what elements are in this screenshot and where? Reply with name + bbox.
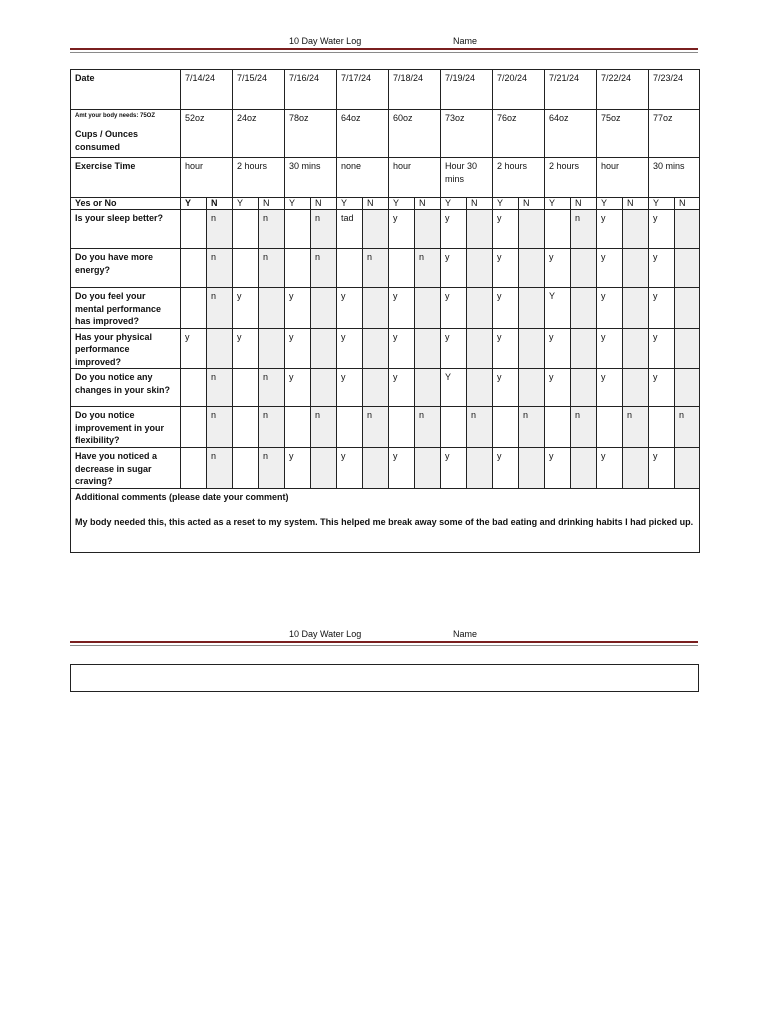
answer-cell: n: [207, 369, 233, 407]
date-cell: 7/16/24: [285, 70, 337, 110]
answer-cell: n: [363, 407, 389, 448]
answer-cell: y: [493, 369, 519, 407]
answer-cell: y: [649, 448, 675, 489]
answer-cell: n: [259, 407, 285, 448]
question-label: Have you noticed a decrease in sugar craving?: [71, 448, 181, 489]
answer-cell: [415, 210, 441, 249]
yes-no-header: N: [675, 198, 700, 210]
answer-cell: y: [233, 288, 259, 329]
yes-no-header: N: [311, 198, 337, 210]
date-cell: 7/22/24: [597, 70, 649, 110]
answer-cell: y: [441, 288, 467, 329]
yes-no-label: Yes or No: [71, 198, 181, 210]
exercise-cell: 2 hours: [233, 158, 285, 198]
exercise-cell: hour: [389, 158, 441, 198]
answer-cell: [285, 249, 311, 288]
answer-cell: [285, 407, 311, 448]
answer-cell: [623, 210, 649, 249]
answer-cell: y: [597, 448, 623, 489]
answer-cell: n: [519, 407, 545, 448]
answer-cell: [181, 249, 207, 288]
yes-no-header: Y: [233, 198, 259, 210]
date-cell: 7/17/24: [337, 70, 389, 110]
yes-no-header: Y: [181, 198, 207, 210]
ounces-cell: 60oz: [389, 110, 441, 158]
ounces-cell: 73oz: [441, 110, 493, 158]
answer-cell: [571, 448, 597, 489]
answer-cell: [181, 210, 207, 249]
answer-cell: n: [623, 407, 649, 448]
answer-cell: n: [467, 407, 493, 448]
exercise-label: Exercise Time: [71, 158, 181, 198]
answer-cell: y: [337, 448, 363, 489]
yes-no-header: Y: [545, 198, 571, 210]
ounces-cell: 64oz: [337, 110, 389, 158]
yes-no-row: [71, 198, 700, 210]
answer-cell: [181, 288, 207, 329]
ounces-cell: 64oz: [545, 110, 597, 158]
answer-cell: y: [493, 448, 519, 489]
answer-cell: [389, 249, 415, 288]
exercise-cell: hour: [181, 158, 233, 198]
ounces-cell: 24oz: [233, 110, 285, 158]
ounces-cell: 77oz: [649, 110, 700, 158]
answer-cell: y: [493, 249, 519, 288]
ounces-cell: 75oz: [597, 110, 649, 158]
date-row: [71, 70, 700, 110]
answer-cell: n: [259, 448, 285, 489]
answer-cell: [675, 448, 700, 489]
yes-no-header: N: [519, 198, 545, 210]
date-cell: 7/14/24: [181, 70, 233, 110]
answer-cell: y: [441, 210, 467, 249]
comments-row: [71, 488, 700, 552]
answer-cell: y: [389, 328, 415, 369]
exercise-row: [71, 158, 700, 198]
answer-cell: y: [493, 210, 519, 249]
question-row: [71, 210, 700, 249]
answer-cell: n: [207, 448, 233, 489]
yes-no-header: N: [259, 198, 285, 210]
header-rule-thin: [70, 52, 698, 53]
ounces-row: [71, 110, 700, 158]
answer-cell: n: [311, 210, 337, 249]
answer-cell: y: [493, 288, 519, 329]
page2-table-box: [70, 664, 699, 692]
date-label: Date: [71, 70, 181, 110]
answer-cell: y: [441, 328, 467, 369]
answer-cell: [285, 210, 311, 249]
answer-cell: y: [389, 210, 415, 249]
answer-cell: n: [259, 249, 285, 288]
answer-cell: [415, 288, 441, 329]
answer-cell: y: [597, 369, 623, 407]
answer-cell: tad: [337, 210, 363, 249]
answer-cell: y: [181, 328, 207, 369]
answer-cell: [571, 288, 597, 329]
date-cell: 7/21/24: [545, 70, 597, 110]
answer-cell: n: [311, 249, 337, 288]
answer-cell: y: [337, 369, 363, 407]
question-label: Do you notice any changes in your skin?: [71, 369, 181, 407]
answer-cell: [649, 407, 675, 448]
answer-cell: [519, 328, 545, 369]
body-needs-label: Amt your body needs: 75OZ: [75, 113, 156, 119]
answer-cell: [363, 288, 389, 329]
question-row: [71, 448, 700, 489]
answer-cell: [415, 328, 441, 369]
answer-cell: y: [337, 288, 363, 329]
answer-cell: [467, 288, 493, 329]
exercise-cell: hour: [597, 158, 649, 198]
answer-cell: y: [389, 288, 415, 329]
answer-cell: y: [545, 328, 571, 369]
ounces-cell: 76oz: [493, 110, 545, 158]
answer-cell: [363, 448, 389, 489]
answer-cell: [311, 328, 337, 369]
name-label: Name: [453, 36, 478, 46]
answer-cell: [233, 407, 259, 448]
answer-cell: [233, 448, 259, 489]
comments-label: Additional comments (please date your comment): [75, 491, 289, 502]
answer-cell: [311, 369, 337, 407]
question-row: [71, 249, 700, 288]
answer-cell: [623, 288, 649, 329]
exercise-cell: 2 hours: [545, 158, 597, 198]
answer-cell: [675, 328, 700, 369]
question-label: Do you feel your mental performance has improved?: [71, 288, 181, 329]
answer-cell: n: [415, 407, 441, 448]
log-title-2: 10 Day Water Log: [289, 629, 362, 639]
answer-cell: [467, 328, 493, 369]
comments-text: My body needed this, this acted as a reset to my system. This helped me break away some of the bad eating and drinking habits I had picked up.: [75, 517, 694, 527]
answer-cell: [571, 328, 597, 369]
answer-cell: [259, 288, 285, 329]
answer-cell: [233, 369, 259, 407]
answer-cell: [519, 249, 545, 288]
answer-cell: [467, 369, 493, 407]
answer-cell: [363, 328, 389, 369]
exercise-cell: Hour 30 mins: [441, 158, 493, 198]
answer-cell: [493, 407, 519, 448]
question-label: Is your sleep better?: [71, 210, 181, 249]
answer-cell: [363, 369, 389, 407]
header-rule: [70, 48, 698, 50]
answer-cell: [311, 448, 337, 489]
answer-cell: [675, 288, 700, 329]
answer-cell: Y: [545, 288, 571, 329]
answer-cell: n: [311, 407, 337, 448]
answer-cell: y: [285, 328, 311, 369]
exercise-cell: none: [337, 158, 389, 198]
date-cell: 7/23/24: [649, 70, 700, 110]
answer-cell: y: [649, 328, 675, 369]
question-label: Has your physical performance improved?: [71, 328, 181, 369]
yes-no-header: Y: [337, 198, 363, 210]
answer-cell: y: [545, 249, 571, 288]
answer-cell: n: [571, 210, 597, 249]
answer-cell: [597, 407, 623, 448]
answer-cell: y: [649, 369, 675, 407]
question-row: [71, 328, 700, 369]
answer-cell: [337, 407, 363, 448]
answer-cell: [545, 210, 571, 249]
answer-cell: y: [649, 210, 675, 249]
answer-cell: [311, 288, 337, 329]
answer-cell: y: [649, 288, 675, 329]
answer-cell: y: [597, 328, 623, 369]
answer-cell: n: [259, 210, 285, 249]
answer-cell: y: [441, 448, 467, 489]
answer-cell: y: [389, 448, 415, 489]
question-row: [71, 369, 700, 407]
answer-cell: [467, 249, 493, 288]
answer-cell: y: [337, 328, 363, 369]
answer-cell: [259, 328, 285, 369]
answer-cell: [519, 288, 545, 329]
question-label: Do you have more energy?: [71, 249, 181, 288]
answer-cell: [519, 210, 545, 249]
answer-cell: [519, 448, 545, 489]
answer-cell: n: [415, 249, 441, 288]
question-label: Do you notice improvement in your flexibility?: [71, 407, 181, 448]
answer-cell: [467, 210, 493, 249]
answer-cell: n: [259, 369, 285, 407]
yes-no-header: Y: [649, 198, 675, 210]
answer-cell: [233, 249, 259, 288]
ounces-label-cell: [71, 110, 181, 158]
answer-cell: [181, 448, 207, 489]
answer-cell: [571, 369, 597, 407]
answer-cell: y: [389, 369, 415, 407]
question-row: [71, 288, 700, 329]
date-cell: 7/19/24: [441, 70, 493, 110]
exercise-cell: 30 mins: [285, 158, 337, 198]
answer-cell: y: [441, 249, 467, 288]
answer-cell: y: [233, 328, 259, 369]
answer-cell: n: [363, 249, 389, 288]
answer-cell: n: [207, 407, 233, 448]
answer-cell: n: [207, 210, 233, 249]
answer-cell: [545, 407, 571, 448]
answer-cell: [415, 448, 441, 489]
answer-cell: [181, 369, 207, 407]
yes-no-header: N: [207, 198, 233, 210]
answer-cell: [623, 448, 649, 489]
yes-no-header: N: [571, 198, 597, 210]
yes-no-header: Y: [493, 198, 519, 210]
answer-cell: n: [571, 407, 597, 448]
answer-cell: y: [545, 448, 571, 489]
exercise-cell: 2 hours: [493, 158, 545, 198]
answer-cell: [623, 369, 649, 407]
answer-cell: [233, 210, 259, 249]
answer-cell: [181, 407, 207, 448]
answer-cell: [623, 328, 649, 369]
answer-cell: y: [285, 369, 311, 407]
yes-no-header: Y: [597, 198, 623, 210]
date-cell: 7/18/24: [389, 70, 441, 110]
date-cell: 7/15/24: [233, 70, 285, 110]
log-title: 10 Day Water Log: [289, 36, 362, 46]
answer-cell: [337, 249, 363, 288]
answer-cell: [207, 328, 233, 369]
answer-cell: y: [597, 249, 623, 288]
answer-cell: n: [675, 407, 700, 448]
yes-no-header: Y: [389, 198, 415, 210]
answer-cell: [415, 369, 441, 407]
name-label-2: Name: [453, 629, 478, 639]
yes-no-header: Y: [285, 198, 311, 210]
question-row: [71, 407, 700, 448]
ounces-cell: 78oz: [285, 110, 337, 158]
answer-cell: n: [207, 249, 233, 288]
answer-cell: [363, 210, 389, 249]
answer-cell: y: [285, 448, 311, 489]
answer-cell: Y: [441, 369, 467, 407]
ounces-cell: 52oz: [181, 110, 233, 158]
yes-no-header: Y: [441, 198, 467, 210]
answer-cell: y: [649, 249, 675, 288]
answer-cell: [467, 448, 493, 489]
answer-cell: [571, 249, 597, 288]
answer-cell: [441, 407, 467, 448]
yes-no-header: N: [467, 198, 493, 210]
yes-no-header: N: [363, 198, 389, 210]
answer-cell: [675, 249, 700, 288]
header-rule-2: [70, 641, 698, 643]
answer-cell: y: [285, 288, 311, 329]
yes-no-header: N: [415, 198, 441, 210]
exercise-cell: 30 mins: [649, 158, 700, 198]
answer-cell: [623, 249, 649, 288]
date-cell: 7/20/24: [493, 70, 545, 110]
header-rule-thin-2: [70, 645, 698, 646]
answer-cell: n: [207, 288, 233, 329]
answer-cell: y: [545, 369, 571, 407]
answer-cell: [675, 369, 700, 407]
answer-cell: y: [493, 328, 519, 369]
answer-cell: y: [597, 288, 623, 329]
answer-cell: [675, 210, 700, 249]
cups-label: Cups / Ounces consumed: [75, 129, 139, 152]
answer-cell: [519, 369, 545, 407]
answer-cell: y: [597, 210, 623, 249]
comments-cell: [71, 488, 700, 552]
water-log-table: [70, 69, 700, 553]
answer-cell: [389, 407, 415, 448]
yes-no-header: N: [623, 198, 649, 210]
